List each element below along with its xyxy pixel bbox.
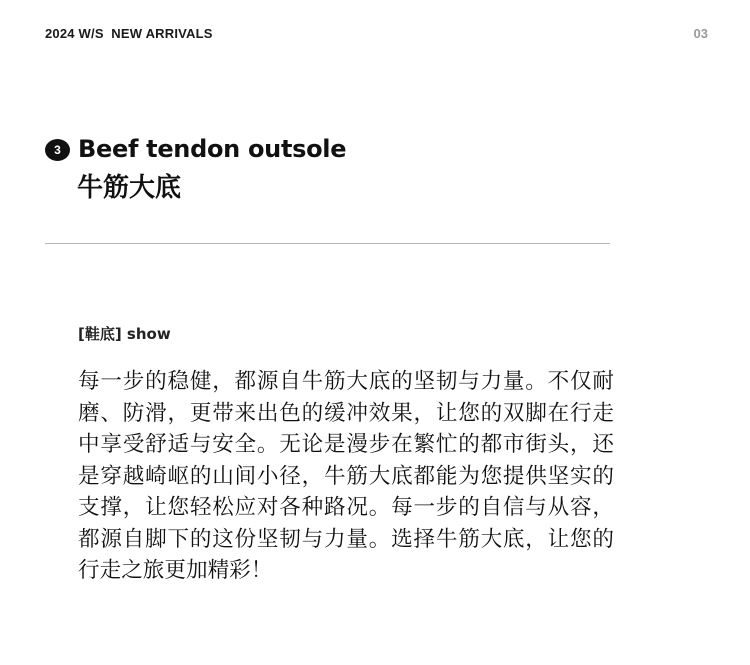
section-title-english: Beef tendon outsole [78,135,347,163]
page-number: 03 [693,26,708,41]
section-divider [45,243,610,244]
detail-tag: [鞋底] show [78,325,171,343]
section-number-badge: 3 [45,139,70,161]
detail-body-text: 每一步的稳健，都源自牛筋大底的坚韧与力量。不仅耐磨、防滑，更带来出色的缓冲效果，让您的双脚在行走中享受舒适与安全。无论是漫步在繁忙的都市街头，还是穿越崎岖的山间小径，牛筋大底都能为您提供坚实的支撑，让您轻松应对各种路况。每一步的自信与从容，都源自脚下的这份坚韧与力量。选择牛筋大底，让您的行走之旅更加精彩！ [78,369,614,583]
section-title-chinese: 牛筋大底 [77,173,182,203]
collection-label: 2024 W/S NEW ARRIVALS [45,26,213,41]
